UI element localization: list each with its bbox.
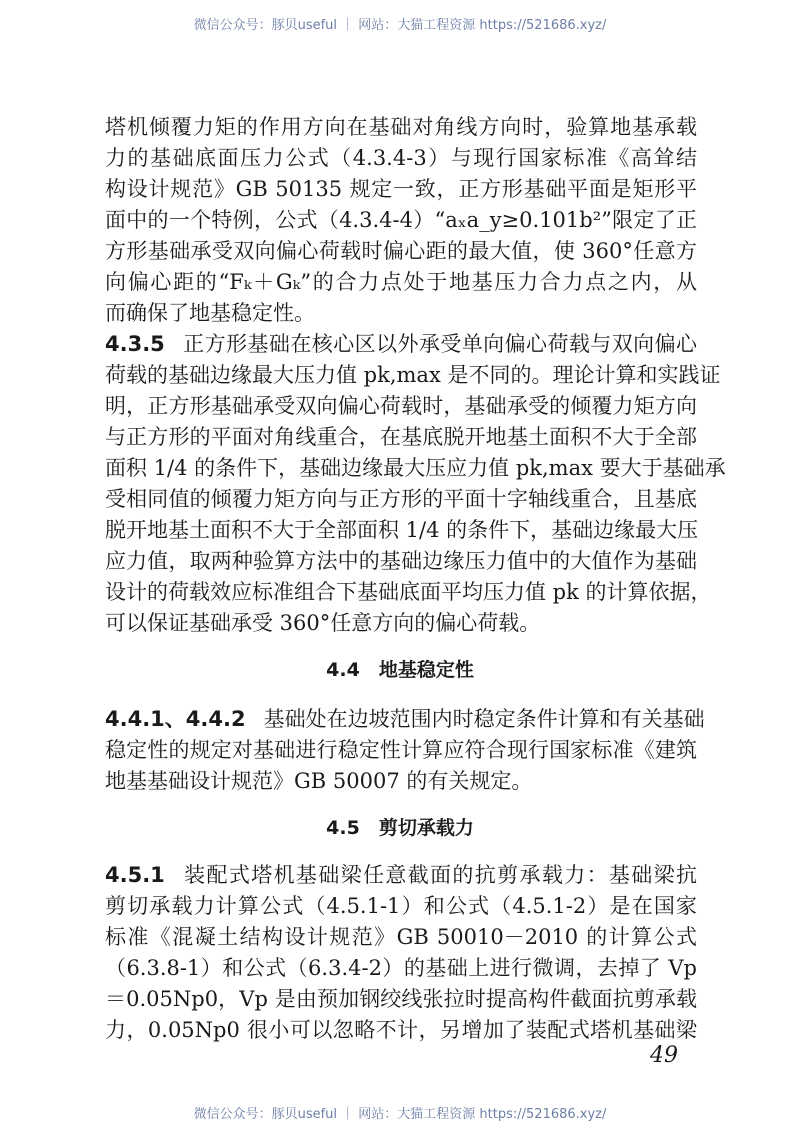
text-line: 稳定性的规定对基础进行稳定性计算应符合现行国家标准《建筑 bbox=[105, 738, 697, 762]
text-line: 剪切承载力计算公式（4.5.1-1）和公式（4.5.1-2）是在国家 bbox=[105, 894, 697, 918]
text-line: 荷载的基础边缘最大压力值 pk,max 是不同的。理论计算和实践证 bbox=[105, 363, 721, 387]
text-line: 装配式塔机基础梁任意截面的抗剪承载力：基础梁抗 bbox=[182, 863, 697, 887]
text-line: 可以保证基础承受 360°任意方向的偏心荷载。 bbox=[105, 611, 541, 635]
clause-number: 4.5.1 bbox=[105, 863, 165, 887]
text-line: 地基基础设计规范》GB 50007 的有关规定。 bbox=[105, 769, 533, 793]
clause-number: 4.3.5 bbox=[105, 332, 165, 356]
clause-4-5-1 bbox=[105, 860, 697, 1046]
text-line: 应力值，取两种验算方法中的基础边缘压力值中的大值作为基础 bbox=[105, 549, 697, 573]
watermark-footer: 微信公众号：豚贝useful ｜ 网站：大猫工程资源 https://521686.xyz/ bbox=[193, 1107, 607, 1122]
clause-4-3-5 bbox=[105, 329, 726, 639]
text-line: 标准《混凝土结构设计规范》GB 50010－2010 的计算公式 bbox=[105, 925, 697, 949]
text-line: 基础处在边坡范围内时稳定条件计算和有关基础 bbox=[263, 707, 705, 731]
text-line: 构设计规范》GB 50135 规定一致，正方形基础平面是矩形平 bbox=[105, 177, 697, 201]
text-line: 正方形基础在核心区以外承受单向偏心荷载与双向偏心 bbox=[182, 332, 697, 356]
section-heading-4-4: 4.4 地基稳定性 bbox=[326, 659, 474, 681]
text-line: 面积 1/4 的条件下，基础边缘最大压应力值 pk,max 要大于基础承 bbox=[105, 456, 726, 480]
text-line: 设计的荷载效应标准组合下基础底面平均压力值 pk 的计算依据， bbox=[105, 580, 712, 604]
text-line: 面中的一个特例，公式（4.3.4-4）“aₓa_y≥0.101b²”限定了正 bbox=[105, 208, 697, 232]
section-heading-4-5: 4.5 剪切承载力 bbox=[326, 817, 474, 839]
text-line: 方形基础承受双向偏心荷载时偏心距的最大值，使 360°任意方 bbox=[105, 239, 697, 263]
text-line: 与正方形的平面对角线重合，在基底脱开地基土面积不大于全部 bbox=[105, 425, 697, 449]
text-line: 向偏心距的“Fₖ＋Gₖ”的合力点处于地基压力合力点之内，从 bbox=[105, 270, 697, 294]
text-line: 脱开地基土面积不大于全部面积 1/4 的条件下，基础边缘最大压 bbox=[105, 518, 699, 542]
text-line: 明，正方形基础承受双向偏心荷载时，基础承受的倾覆力矩方向 bbox=[105, 394, 697, 418]
text-line: 受相同值的倾覆力矩方向与正方形的平面十字轴线重合，且基底 bbox=[105, 487, 697, 511]
watermark-header: 微信公众号：豚贝useful ｜ 网站：大猫工程资源 https://521686.xyz/ bbox=[193, 18, 607, 33]
text-line: （6.3.8-1）和公式（6.3.4-2）的基础上进行微调，去掉了 Vp bbox=[105, 956, 697, 980]
paragraph-4-3-4-continued bbox=[105, 112, 697, 329]
text-line: 而确保了地基稳定性。 bbox=[105, 301, 315, 325]
text-line: 力，0.05Np0 很小可以忽略不计，另增加了装配式塔机基础梁 bbox=[105, 1018, 697, 1042]
page-number: 49 bbox=[650, 1043, 678, 1068]
text-line: 力的基础底面压力公式（4.3.4-3）与现行国家标准《高耸结 bbox=[105, 146, 697, 170]
clause-number: 4.4.1、4.4.2 bbox=[105, 707, 246, 731]
text-line: 塔机倾覆力矩的作用方向在基础对角线方向时，验算地基承载 bbox=[105, 115, 697, 139]
clause-4-4-1 bbox=[105, 704, 705, 797]
text-line: ＝0.05Np0，Vp 是由预加钢绞线张拉时提高构件截面抗剪承载 bbox=[105, 987, 697, 1011]
